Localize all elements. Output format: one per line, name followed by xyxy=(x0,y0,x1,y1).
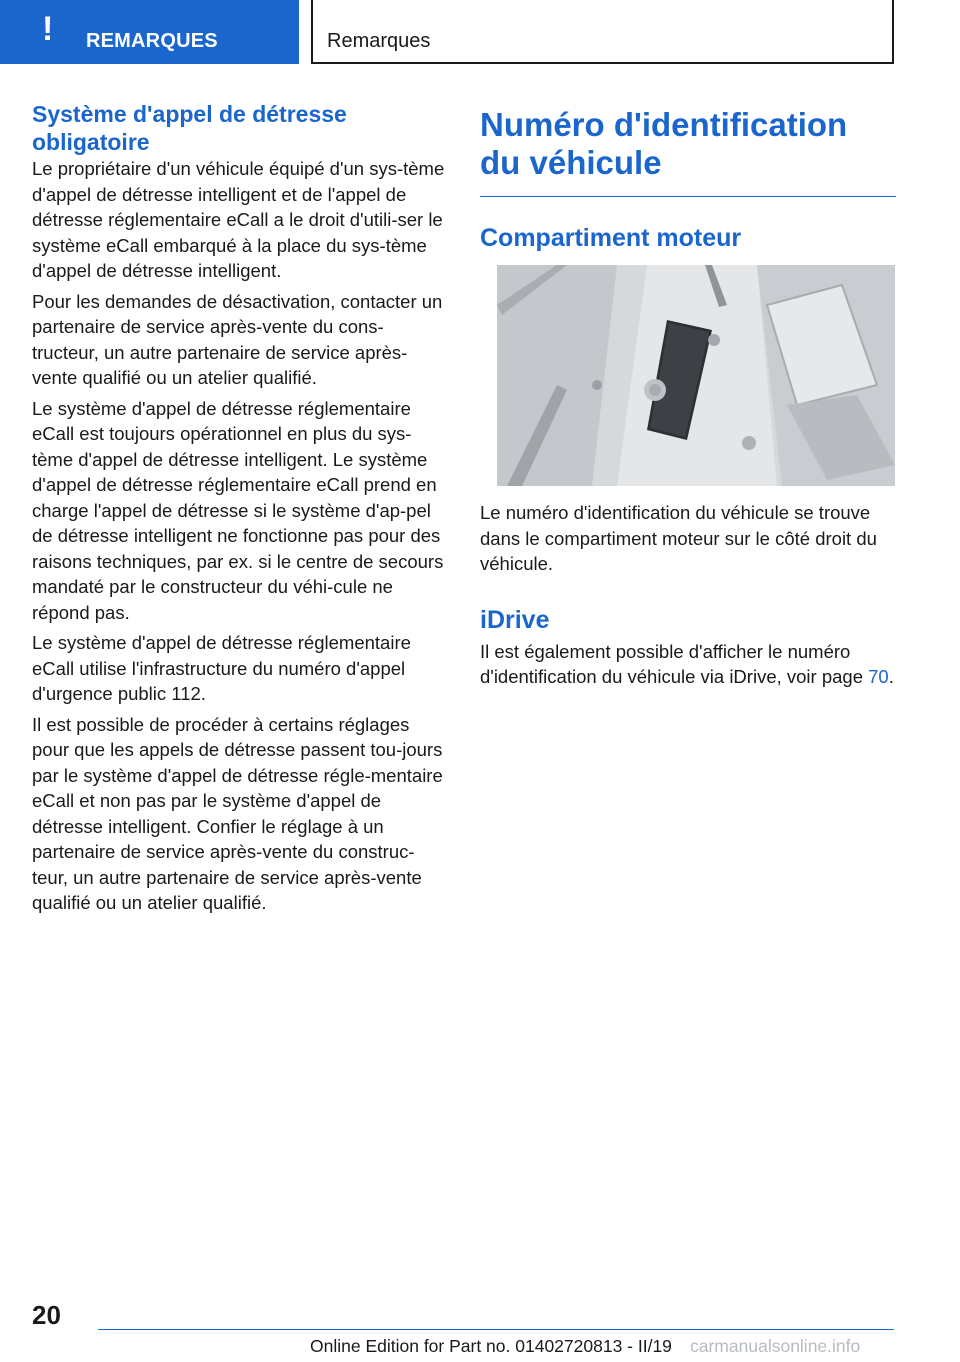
paragraph-text: Il est également possible d'afficher le numéro d'identification du véhicule via iDrive, voir page xyxy=(480,640,869,687)
paragraph: Le numéro d'identification du véhicule se trouve dans le compartiment moteur sur le côté droit du véhicule. xyxy=(480,502,877,574)
engine-compartment-photo xyxy=(497,265,895,486)
header-section-label: Remarques xyxy=(327,30,431,52)
subheading-idrive: iDrive xyxy=(480,605,550,634)
paragraph: Le système d'appel de détresse réglementaire eCall est toujours opérationnel en plus du sys-tème d'appel de détresse intelligent. Le système d'appel de détresse réglementaire eCall prend en charge l'appel de détresse si le système d'ap-pel de détresse intelligent ne fonctionne pas pour des raisons techniques, par ex. si le centre de secours mandaté par le constructeur du véhi-cule ne répond pas. xyxy=(32,397,444,623)
left-column xyxy=(32,100,448,921)
header-tab-label: REMARQUES xyxy=(86,30,218,52)
watermark: carmanualsonline.info xyxy=(690,1336,861,1356)
header-tab xyxy=(0,0,299,64)
paragraph: Le propriétaire d'un véhicule équipé d'un sys-tème d'appel de détresse intelligent et de l'appel de détresse réglementaire eCall a le droit d'utili-ser le système eCall embarqué à la place du sys-tème d'appel de détresse intelligent. xyxy=(32,158,445,281)
paragraph-end: . xyxy=(888,666,894,687)
engine-compartment-illustration xyxy=(497,265,895,486)
heading-rule xyxy=(480,196,896,197)
paragraph-idrive xyxy=(480,639,896,690)
subheading-engine-compartment: Compartiment moteur xyxy=(480,224,742,252)
footer-rule xyxy=(98,1329,894,1330)
warning-icon: ! xyxy=(42,10,54,48)
page-number: 20 xyxy=(32,1300,61,1330)
paragraph: Le système d'appel de détresse réglementaire eCall utilise l'infrastructure du numéro d'appel d'urgence public 112. xyxy=(32,632,411,704)
page-link[interactable]: 70 xyxy=(868,666,889,687)
chapter-heading-vin: Numéro d'identification du véhicule xyxy=(480,106,848,181)
footer-edition: Online Edition for Part no. 01402720813 - II/19 xyxy=(310,1336,672,1356)
paragraph: Pour les demandes de désactivation, contacter un partenaire de service après-vente du cons-tructeur, un autre partenaire de service après-vente qualifié ou un atelier qualifié. xyxy=(32,290,443,388)
right-column xyxy=(480,100,896,695)
section-heading-ecall: Système d'appel de détresse obligatoire xyxy=(32,101,347,155)
paragraph: Il est possible de procéder à certains réglages pour que les appels de détresse passent tou-jours par le système d'appel de détresse régle-mentaire eCall et non pas par le système d'appel de détresse intelligent. Confier le réglage à un partenaire de service après-vente du construc-teur, un autre partenaire de service après-vente qualifié ou un atelier qualifié. xyxy=(32,713,443,913)
header-section xyxy=(311,0,894,64)
